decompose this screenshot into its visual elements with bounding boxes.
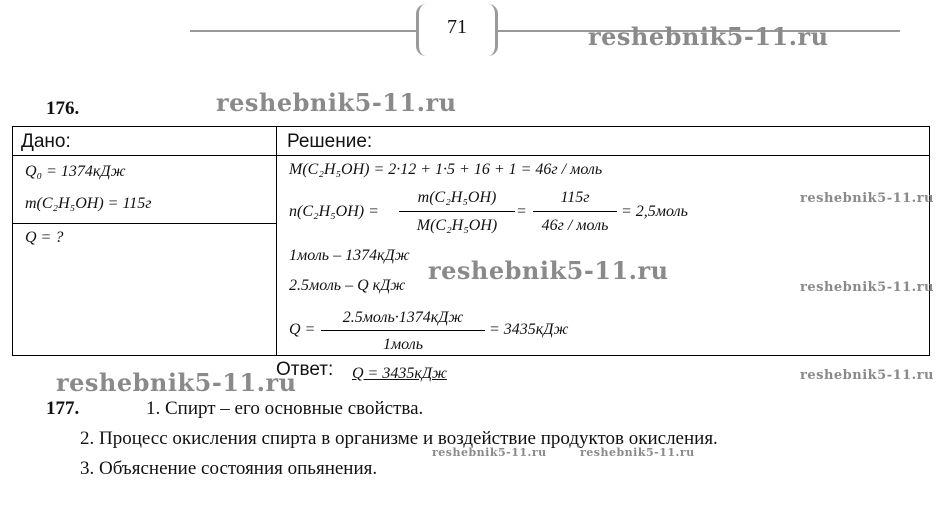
solution-header: Решение: bbox=[287, 131, 373, 152]
heat-frac-numerator: 2.5моль·1374кДж bbox=[342, 309, 464, 326]
solution-table bbox=[12, 126, 930, 356]
page-number: 71 bbox=[416, 4, 498, 56]
plan-item-3: 3. Объяснение состояния опьянения. bbox=[80, 458, 378, 479]
given-mass: m(C₂H₅OH) = 115г bbox=[25, 195, 152, 212]
proportion-line-1: 1моль – 1374кДж bbox=[289, 247, 410, 264]
given-find-divider bbox=[13, 223, 276, 224]
column-divider bbox=[276, 127, 277, 355]
moles-frac2-denominator: 46г / моль bbox=[541, 217, 609, 234]
given-header: Дано: bbox=[21, 131, 71, 152]
watermark-header: reshebnik5-11.ru bbox=[588, 22, 829, 51]
problem-177-number: 177. bbox=[46, 398, 80, 419]
heat-result: = 3435кДж bbox=[489, 321, 569, 338]
answer-value: Q = 3435кДж bbox=[352, 365, 447, 382]
header-rule-left bbox=[190, 30, 416, 32]
heat-lhs: Q = bbox=[289, 321, 316, 338]
moles-frac2-numerator: 115г bbox=[560, 189, 590, 206]
moles-frac1-denominator: M(C₂H₅OH) bbox=[416, 217, 498, 234]
moles-frac1-bar bbox=[399, 211, 515, 212]
header-row-divider bbox=[13, 155, 929, 156]
watermark-right-3: reshebnik5-11.ru bbox=[800, 368, 935, 383]
watermark-right-2: reshebnik5-11.ru bbox=[800, 280, 935, 295]
plan-item-1: 1. Спирт – его основные свойства. bbox=[146, 398, 424, 419]
plan-item-2: 2. Процесс окисления спирта в организме и воздействие продуктов окисления. bbox=[80, 428, 718, 449]
problem-176-number: 176. bbox=[46, 98, 80, 119]
find-q: Q = ? bbox=[25, 229, 64, 246]
watermark-bottom-1: reshebnik5-11.ru bbox=[432, 446, 547, 459]
moles-eq1: = bbox=[516, 203, 527, 220]
watermark-answer-left: reshebnik5-11.ru bbox=[56, 368, 297, 397]
moles-result: = 2,5моль bbox=[621, 203, 688, 220]
watermark-problem: reshebnik5-11.ru bbox=[216, 88, 457, 117]
moles-lhs: n(C₂H₅OH) = bbox=[289, 203, 379, 220]
heat-frac-bar bbox=[321, 330, 485, 331]
watermark-mid: reshebnik5-11.ru bbox=[428, 256, 669, 285]
moles-frac1-numerator: m(C₂H₅OH) bbox=[417, 189, 497, 206]
given-heat: Q₀ = 1374кДж bbox=[25, 163, 126, 180]
watermark-right-1: reshebnik5-11.ru bbox=[800, 191, 935, 206]
heat-frac-denominator: 1моль bbox=[382, 336, 424, 353]
molar-mass-line: M(C₂H₅OH) = 2·12 + 1·5 + 16 + 1 = 46г / моль bbox=[289, 161, 603, 178]
watermark-bottom-2: reshebnik5-11.ru bbox=[580, 446, 695, 459]
answer-label: Ответ: bbox=[276, 359, 334, 380]
moles-frac2-bar bbox=[533, 211, 617, 212]
proportion-line-2: 2.5моль – Q кДж bbox=[289, 277, 406, 294]
